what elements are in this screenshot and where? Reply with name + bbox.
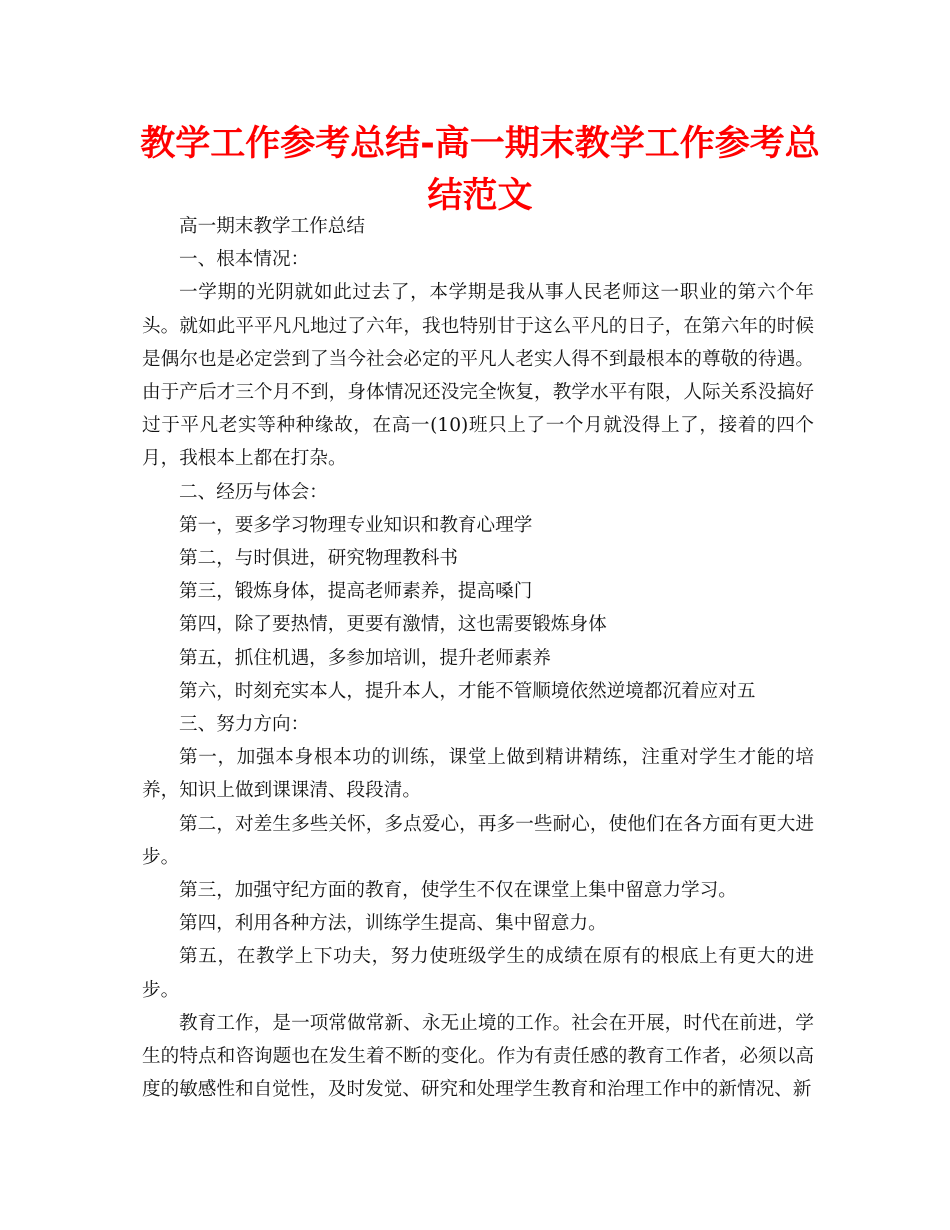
paragraph: 第一，要多学习物理专业知识和教育心理学 xyxy=(179,514,533,536)
paragraph: 第二，与时俱进，研究物理教科书 xyxy=(179,548,458,570)
paragraph: 第三，加强守纪方面的教育，使学生不仅在课堂上集中留意力学习。 xyxy=(179,880,737,902)
paragraph: 第一，加强本身根本功的训练，课堂上做到精讲精练，注重对学生才能的培养，知识上做到课课清、段段清。 xyxy=(142,747,814,802)
document-body xyxy=(142,210,814,1106)
paragraph: 高一期末教学工作总结 xyxy=(179,216,365,237)
paragraph: 第三，锻炼身体，提高老师素养，提高嗓门 xyxy=(179,581,533,603)
paragraph: 教育工作，是一项常做常新、永无止境的工作。社会在开展，时代在前进，学生的特点和咨询题也在发生着不断的变化。作为有责任感的教育工作者，必须以高度的敏感性和自觉性，及时发觉、研究和处理学生教育和治理工作中的新情况、新 xyxy=(142,1012,814,1101)
paragraph: 一学期的光阴就如此过去了，本学期是我从事人民老师这一职业的第六个年头。就如此平平凡凡地过了六年，我也特别甘于这么平凡的日子，在第六年的时候是偶尔也是必定尝到了当今社会必定的平凡人老实人得不到最根本的尊敬的待遇。由于产后才三个月不到，身体情况还没完全恢复，教学水平有限，人际关系没搞好过于平凡老实等种种缘故，在高一(10)班只上了一个月就没得上了，接着的四个月，我根本上都在打杂。 xyxy=(142,282,814,470)
paragraph: 二、经历与体会： xyxy=(179,481,328,503)
paragraph: 第六，时刻充实本人，提升本人，才能不管顺境依然逆境都沉着应对五 xyxy=(179,680,756,702)
paragraph: 第五，在教学上下功夫，努力使班级学生的成绩在原有的根底上有更大的进步。 xyxy=(142,946,814,1001)
document-title: 教学工作参考总结-高一期末教学工作参考总结范文 xyxy=(140,124,820,216)
paragraph: 三、努力方向： xyxy=(179,714,310,736)
paragraph: 第五，抓住机遇，多参加培训，提升老师素养 xyxy=(179,647,551,669)
paragraph: 第四，除了要热情，更要有激情，这也需要锻炼身体 xyxy=(179,614,607,636)
paragraph: 第四，利用各种方法，训练学生提高、集中留意力。 xyxy=(179,913,607,935)
paragraph: 一、根本情况： xyxy=(179,249,310,271)
paragraph: 第二，对差生多些关怀，多点爱心，再多一些耐心，使他们在各方面有更大进步。 xyxy=(142,813,814,868)
